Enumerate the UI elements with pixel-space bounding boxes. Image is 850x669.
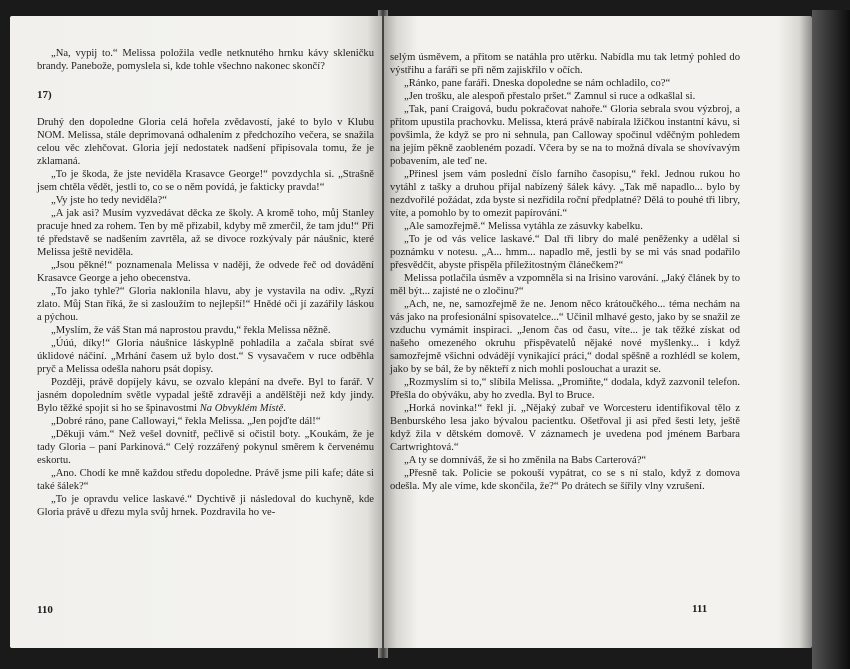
paragraph: „Horká novinka!“ řekl jí. „Nějaký zubař ve Worcesteru identifikoval tělo z Benburského lesa jako bývalou pacientku. Ošetřoval ji asi před šesti lety, ještě když žila v dětském domově. V záznamech je uvedena pod jménem Barbara Cartwrightová.“	[390, 403, 740, 453]
paragraph: „Ránko, pane faráři. Dneska dopoledne se nám ochladilo, co?“	[404, 78, 671, 89]
chapter-heading: 17)	[37, 89, 52, 101]
paragraph: „To je škoda, že jste neviděla Krasavce George!“ povzdychla si. „Strašně jsem chtěla vědět, jestli to, co se o něm povídá, je fakticky pravda!“	[37, 169, 374, 193]
paragraph: „To je od vás velice laskavé.“ Dal tři libry do malé peněženky a udělal si poznámku v notesu. „A... hmm... napadlo mě, jestli by se mi vás snad podařilo přesvědčit, abyste přispěla příležitostným článečkem?“	[390, 234, 740, 271]
paragraph: „Myslím, že váš Stan má naprostou pravdu,“ řekla Melissa něžně.	[51, 325, 331, 336]
paragraph: „Dobré ráno, pane Callowayi,“ řekla Melissa. „Jen pojďte dál!“	[51, 416, 321, 427]
right-page-text	[390, 51, 740, 493]
paragraph-end: .	[283, 403, 286, 414]
page-number: 110	[37, 604, 53, 616]
paragraph: „Ale samozřejmě.“ Melissa vytáhla ze zásuvky kabelku.	[404, 221, 643, 232]
left-page-text	[37, 47, 374, 519]
paragraph: selým úsměvem, a přitom se natáhla pro utěrku. Nabídla mu tak letmý pohled do výstřihu a faráři se při něm zajiskřilo v očích.	[390, 52, 740, 76]
paragraph: „To jako tyhle?“ Gloria naklonila hlavu, aby je vystavila na odiv. „Ryzí zlato. Můj Stan říká, že si zasloužím to nejlepší!“ Hnědé oči jí zazářily láskou a pýchou.	[37, 286, 374, 323]
paragraph: „Tak, paní Craigová, budu pokračovat nahoře.“ Gloria sebrala svou výzbroj, a přitom upustila prachovku. Melissa, která právě nabírala lžičkou instantní kávu, si povšimla, že když se pro ni sehnula, pan Calloway spočinul vděčným pohledem na jejím pěkně zaobleném pozadí. Včera by se na to možná dívala se shovívavým pobavením, ale teď ne.	[390, 104, 740, 167]
paragraph: „Úúú, díky!“ Gloria náušnice láskyplně pohladila a začala sbírat své úklidové náčiní. „Mrhání časem už bylo dost.“ S vysavačem v ruce odběhla pryč a Melissa odešla nahoru psát dopisy.	[37, 338, 374, 375]
paragraph: „Na, vypij to.“ Melissa položila vedle netknutého hrnku kávy skleničku brandy. Panebože, pomyslela si, kde tohle všechno nakonec skončí?	[37, 48, 374, 72]
left-page	[10, 16, 382, 648]
paragraph: Druhý den dopoledne Gloria celá hořela zvědavostí, jaké to bylo v Klubu NOM. Melissa, stále deprimovaná odhalením z předchozího večera, se snažila celou věc zlehčovat. Gloria její nedostatek nadšení připisovala tomu, že je zklamaná.	[37, 117, 374, 167]
paragraph-text: Později, právě dopíjely kávu, se ozvalo klepání na dveře. Byl to farář. V jasném dopoledním světle vypadal ještě zdravěji a andělštěji než kdy jindy. Bylo těžké spojit si ho se špinavostmi	[37, 377, 374, 414]
paragraph: „Vy jste ho tedy neviděla?“	[51, 195, 167, 206]
page-edge-shadow	[812, 10, 850, 669]
paragraph: „Jsou pěkné!“ poznamenala Melissa v naději, že odvede řeč od dovádění Krasavce George a jeho obecenstva.	[37, 260, 374, 284]
paragraph: „Ach, ne, ne, samozřejmě že ne. Jenom něco krátoučkého... téma nechám na vás jako na profesionální spisovatelce...“ Učinil mlhavé gesto, jako by se snažil ze vzduchu vymámit inspiraci. „Jenom čas od času, víte... je tak těžké získat od našeho omezeného okruhu přispěvatelů nějaké nové myšlenky... i když samozřejmě všichni odvádějí vynikající práci,“ dodal spěšně a rozhlédl se kolem, jako by se bál, že by někteří z nich mohli poslouchat a urazit se.	[390, 299, 740, 375]
paragraph: „A ty se domníváš, že si ho změnila na Babs Carterová?“	[404, 455, 647, 466]
paragraph: „Přesně tak. Policie se pokouší vypátrat, co se s ní stalo, když z domova odešla. My ale víme, kde skončila, že?“ Po drátech se šířily vlny vzrušení.	[390, 468, 740, 492]
paragraph: Melissa potlačila úsměv a vzpomněla si na Irisino varování. „Jaký článek by to měl být... zajisté ne o zločinu?“	[390, 273, 740, 297]
italic-title: Na Obvyklém Místě	[199, 403, 284, 414]
right-page	[384, 16, 812, 648]
paragraph: „Jen trošku, ale alespoň přestalo pršet.“ Zamnul si ruce a odkašlal si.	[404, 91, 696, 102]
paragraph: „Rozmyslím si to,“ slíbila Melissa. „Promiňte,“ dodala, když zazvonil telefon. Přešla do obýváku, aby ho zvedla. Byl to Bruce.	[390, 377, 740, 401]
page-number: 111	[692, 603, 708, 615]
paragraph: „To je opravdu velice laskavé.“ Dychtivě ji následoval do kuchyně, kde Gloria právě u dřezu myla svůj hrnek. Pozdravila ho ve-	[37, 494, 374, 518]
paragraph: „Děkuji vám.“ Než vešel dovnitř, pečlivě si očistil boty. „Koukám, že je tady Gloria – paní Parkinová.“ Celý rozzářený pokynul směrem k červenému eskortu.	[37, 429, 374, 466]
paragraph: „A jak asi? Musím vyzvedávat děcka ze školy. A kromě toho, můj Stanley pracuje hned za rohem. Ten by mě přizabil, kdyby mě zmerčil, že tam jdu!“ Při té představě se nadšením zavrtěla, až se divoce rozkývaly pár náušnic, které Melissa ještě neviděla.	[37, 208, 374, 258]
paragraph: „Přinesl jsem vám poslední číslo farního časopisu,“ řekl. Jednou rukou ho vytáhl z tašky a druhou přijal nabízený šálek kávy. „Tak mě napadlo... bylo by nezdvořilé požádat, zda byste si nezřídila roční předplatné? Dělá to pouhé tři libry, víte, a pomohlo by to omezit papírování.“	[390, 169, 740, 219]
paragraph-with-italic	[37, 376, 374, 415]
paragraph: „Ano. Chodí ke mně každou středu dopoledne. Právě jsme pili kafe; dáte si také šálek?“	[37, 468, 374, 492]
